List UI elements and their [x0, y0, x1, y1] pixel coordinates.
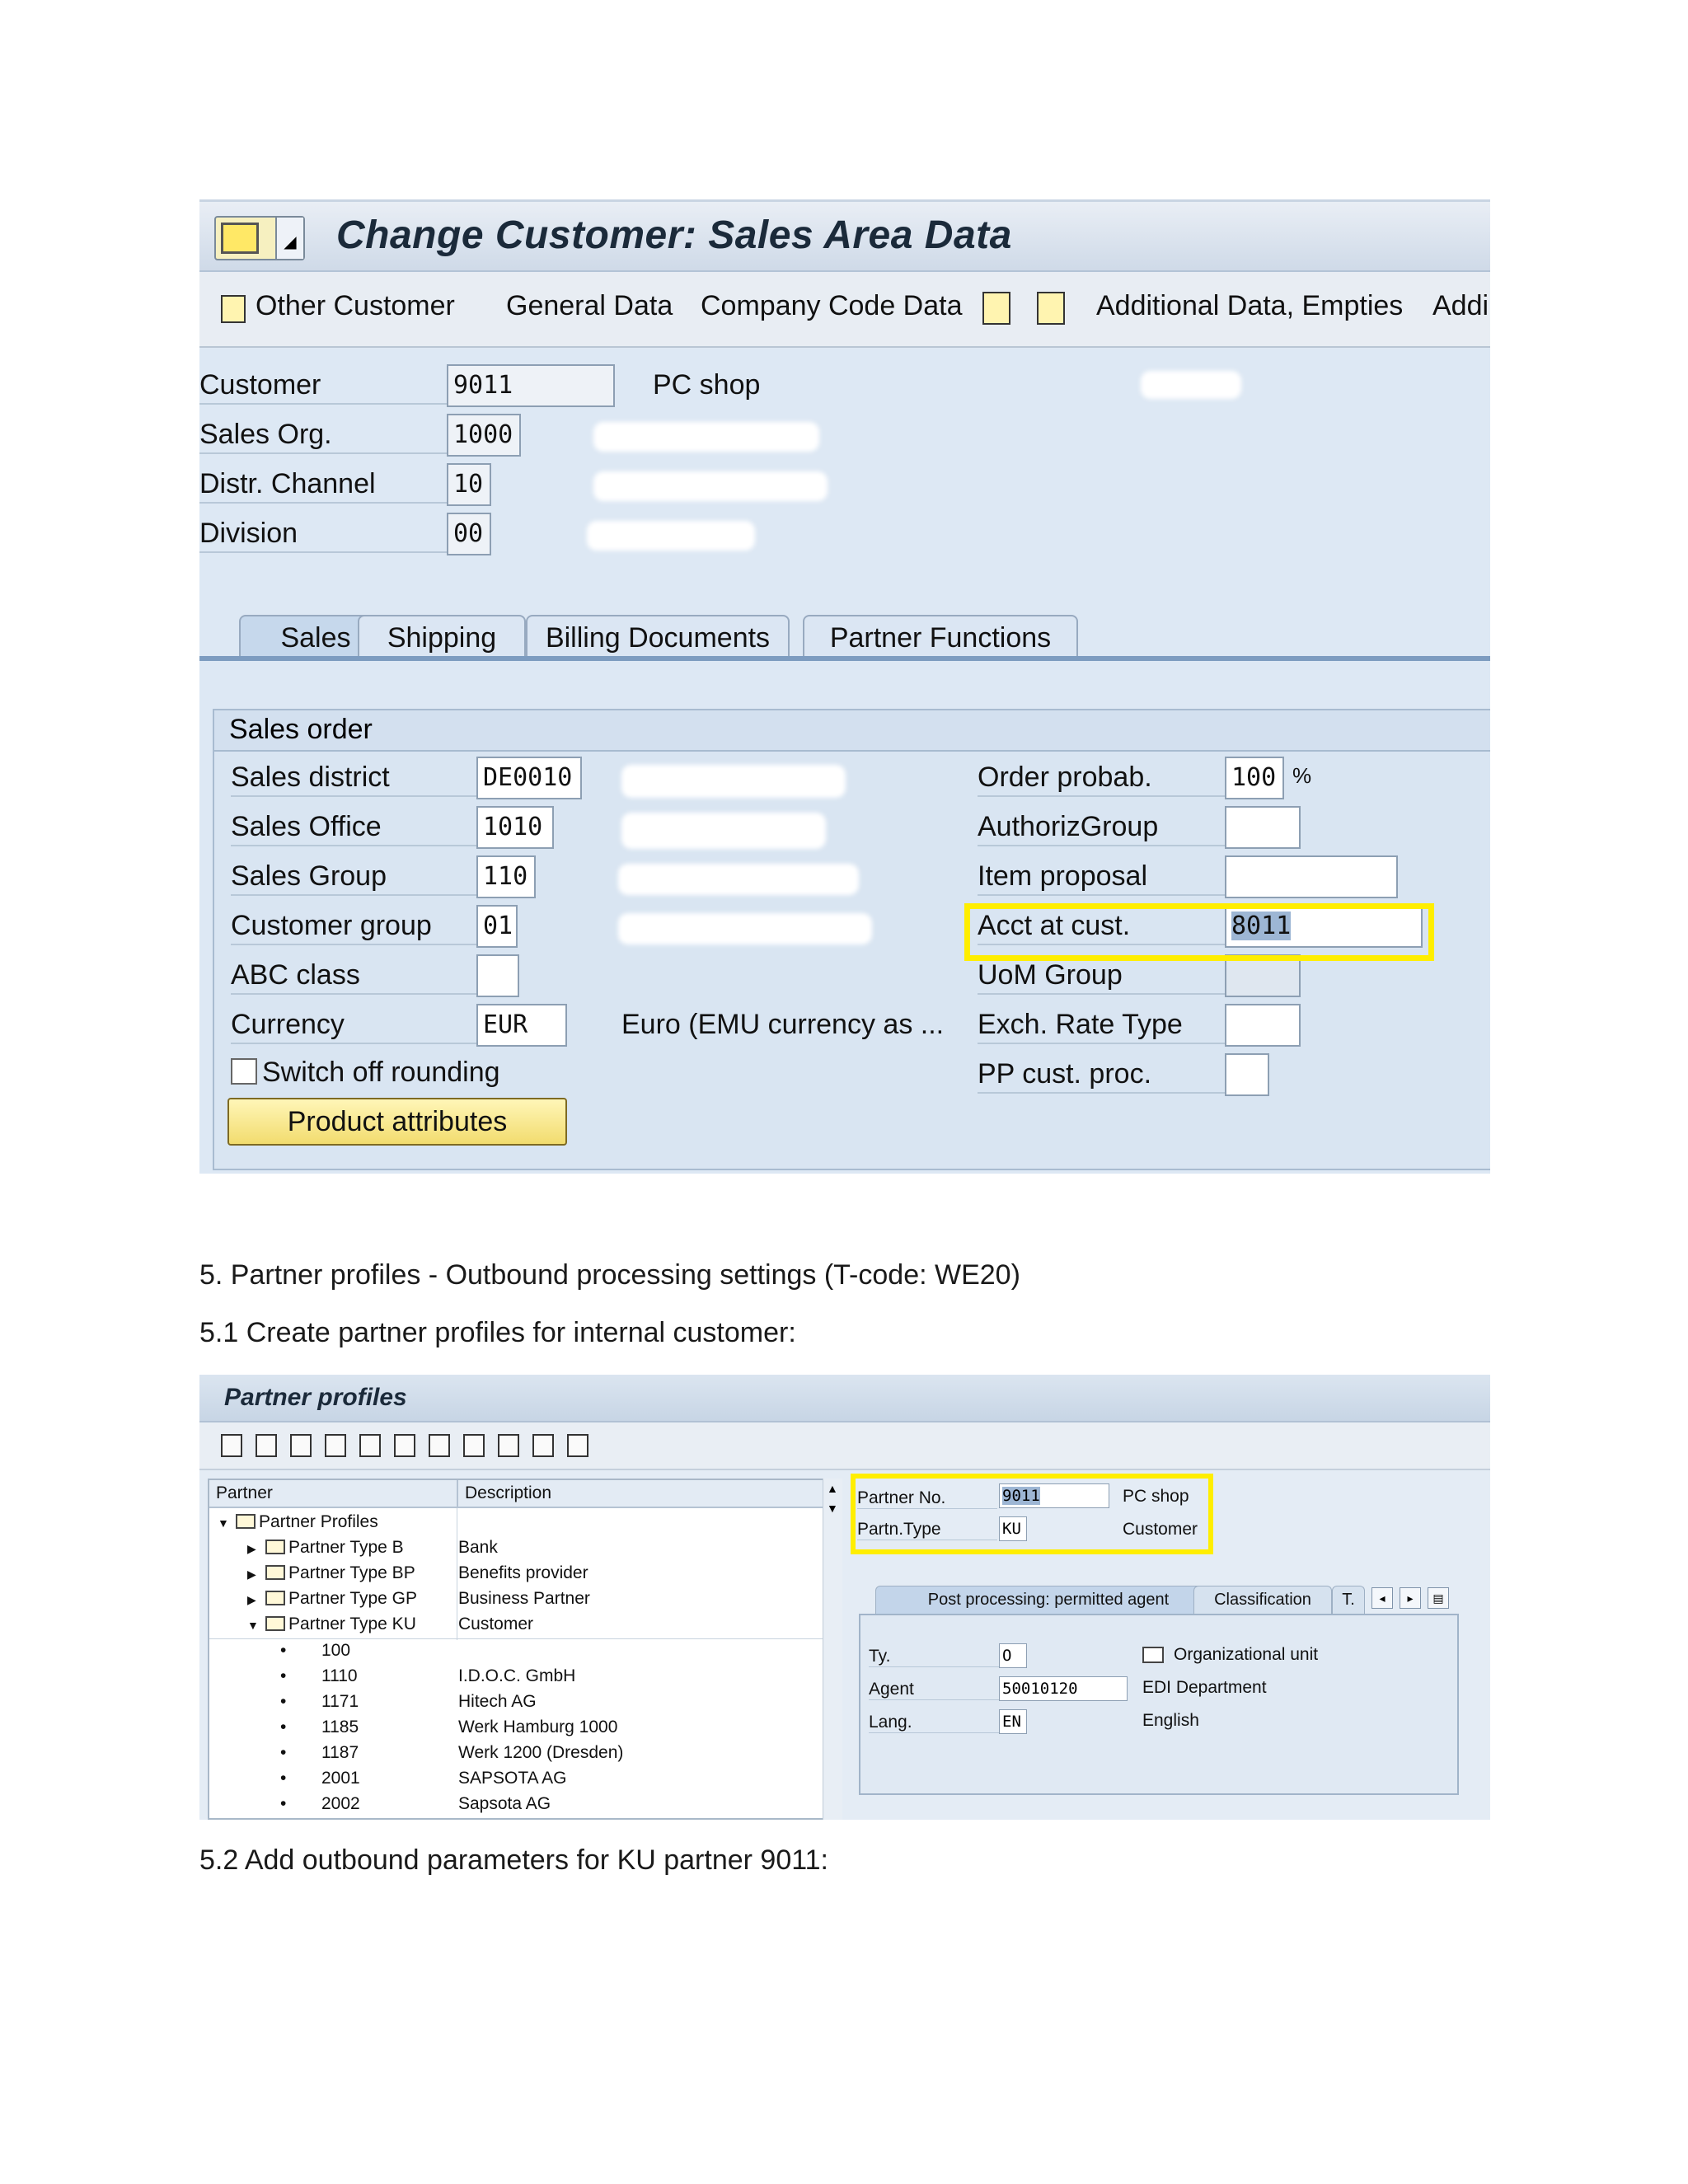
authoriz-group-field[interactable] — [1225, 806, 1301, 849]
partn-type-label: Partn.Type — [857, 1520, 997, 1540]
tab-more[interactable]: T. — [1332, 1586, 1365, 1614]
collapse-icon[interactable]: ▼ — [218, 1516, 229, 1530]
redacted-text — [618, 913, 872, 944]
partn-type-field[interactable]: KU — [999, 1516, 1027, 1541]
pp-cust-proc-label: PP cust. proc. — [978, 1058, 1225, 1094]
distr-channel-field[interactable]: 10 — [447, 463, 491, 506]
tree-node-root[interactable]: ▼ Partner Profiles — [218, 1512, 378, 1531]
division-label: Division — [199, 518, 447, 553]
sales-district-field[interactable]: DE0010 — [476, 757, 582, 799]
heading-5-2: 5.2 Add outbound parameters for KU partner 9011: — [199, 1844, 828, 1876]
tree-node-type-b[interactable]: ▶ Partner Type B Bank — [247, 1538, 498, 1557]
folder-icon — [265, 1591, 285, 1605]
switch-off-rounding-label: Switch off rounding — [262, 1057, 500, 1088]
product-attributes-button[interactable]: Product attributes — [227, 1098, 567, 1146]
exch-rate-type-field[interactable] — [1225, 1004, 1301, 1047]
abc-class-field[interactable] — [476, 954, 519, 997]
tree-leaf[interactable]: • 2002 Sapsota AG — [280, 1794, 551, 1813]
acct-at-cust-value: 8011 — [1231, 912, 1292, 940]
highlight-box — [851, 1474, 1213, 1554]
customer-label: Customer — [199, 369, 447, 405]
uom-group-label: UoM Group — [978, 959, 1225, 995]
agent-description: EDI Department — [1142, 1678, 1267, 1697]
customer-group-field[interactable]: 01 — [476, 905, 518, 948]
item-proposal-field[interactable] — [1225, 855, 1398, 898]
additional-data-empties-button[interactable]: Additional Data, Empties — [1096, 290, 1404, 321]
item-proposal-label: Item proposal — [978, 860, 1225, 896]
tab-scroll-left-icon[interactable]: ◂ — [1372, 1587, 1393, 1609]
ty-description: Organizational unit — [1174, 1645, 1319, 1664]
chevron-down-icon: ◢ — [275, 218, 303, 259]
expand-icon[interactable]: ▶ — [247, 1593, 256, 1606]
agent-field[interactable]: 50010120 — [999, 1676, 1128, 1701]
partner-profiles-screenshot — [199, 1375, 1490, 1820]
tree-leaf[interactable]: • 100 — [280, 1641, 351, 1660]
check-icon[interactable] — [394, 1434, 415, 1457]
sales-org-field[interactable]: 1000 — [447, 414, 521, 457]
column-partner: Partner — [216, 1483, 273, 1502]
authoriz-group-label: AuthorizGroup — [978, 811, 1225, 846]
customer-sales-area-screenshot — [199, 199, 1490, 1174]
group-title: Sales order — [214, 710, 1490, 752]
redacted-text — [618, 864, 859, 895]
tab-partner-functions[interactable]: Partner Functions — [803, 615, 1078, 658]
customer-group-label: Customer group — [231, 910, 478, 945]
exch-rate-type-label: Exch. Rate Type — [978, 1009, 1225, 1044]
currency-field[interactable]: EUR — [476, 1004, 567, 1047]
order-probab-field[interactable]: 100 — [1225, 757, 1284, 799]
sales-group-field[interactable]: 110 — [476, 855, 536, 898]
tree-node-type-bp[interactable]: ▶ Partner Type BP Benefits provider — [247, 1563, 588, 1582]
sales-group-label: Sales Group — [231, 860, 478, 896]
partn-type-description: Customer — [1123, 1520, 1198, 1539]
lang-description: English — [1142, 1711, 1199, 1730]
scroll-down-icon[interactable]: ▼ — [827, 1502, 838, 1515]
tab-classification[interactable]: Classification — [1193, 1586, 1332, 1614]
tab-billing-documents[interactable]: Billing Documents — [526, 615, 790, 658]
redacted-text — [621, 813, 826, 849]
next-document-icon[interactable] — [1037, 292, 1065, 325]
folder-icon — [265, 1540, 285, 1554]
change-icon[interactable] — [256, 1434, 277, 1457]
delete-icon[interactable] — [359, 1434, 381, 1457]
tree-leaf[interactable]: • 1110 I.D.O.C. GmbH — [280, 1666, 576, 1685]
tab-shipping[interactable]: Shipping — [358, 615, 526, 658]
page-title: Partner profiles — [199, 1375, 1490, 1422]
customer-field[interactable]: 9011 — [447, 364, 615, 407]
post-processing-panel — [859, 1614, 1459, 1795]
heading-5-1: 5.1 Create partner profiles for internal customer: — [199, 1317, 796, 1348]
acct-at-cust-label: Acct at cust. — [978, 910, 1225, 945]
application-toolbar — [199, 272, 1490, 348]
customer-name: PC shop — [653, 369, 761, 401]
system-menu-button[interactable] — [214, 216, 305, 260]
redacted-text — [1141, 371, 1241, 399]
heading-5: 5. Partner profiles - Outbound processing settings (T-code: WE20) — [199, 1259, 1020, 1291]
order-probab-label: Order probab. — [978, 762, 1225, 797]
hierarchy-icon[interactable] — [463, 1434, 485, 1457]
tab-underline — [199, 656, 1490, 661]
tree-header — [209, 1480, 836, 1508]
abc-class-label: ABC class — [231, 959, 478, 995]
scroll-up-icon[interactable]: ▲ — [827, 1482, 838, 1495]
create-icon[interactable] — [221, 1434, 242, 1457]
other-customer-button[interactable]: Other Customer — [256, 290, 455, 321]
general-data-button[interactable]: General Data — [506, 290, 673, 321]
currency-label: Currency — [231, 1009, 478, 1044]
expand-icon[interactable] — [532, 1434, 554, 1457]
partner-name: PC shop — [1123, 1487, 1189, 1506]
agent-label: Agent — [869, 1680, 1001, 1700]
application-toolbar — [199, 1422, 1490, 1470]
list-icon[interactable] — [498, 1434, 519, 1457]
folder-icon — [265, 1565, 285, 1580]
tab-scroll-right-icon[interactable]: ▸ — [1400, 1587, 1421, 1609]
other-customer-icon — [221, 295, 246, 323]
tab-post-processing[interactable]: Post processing: permitted agent — [875, 1586, 1221, 1614]
tab-sales[interactable]: Sales — [239, 615, 392, 658]
folder-icon — [236, 1514, 256, 1529]
sales-office-field[interactable]: 1010 — [476, 806, 554, 849]
division-field[interactable]: 00 — [447, 513, 491, 555]
organizational-unit-icon — [1142, 1647, 1164, 1663]
tab-list-icon[interactable]: ▤ — [1428, 1587, 1449, 1609]
sales-office-label: Sales Office — [231, 811, 478, 846]
tree-leaf[interactable]: • 1171 Hitech AG — [280, 1692, 537, 1711]
column-description: Description — [465, 1483, 552, 1502]
tree-node-type-ku[interactable]: ▼ Partner Type KU Customer — [247, 1615, 534, 1633]
tree-leaf[interactable]: • 1185 Werk Hamburg 1000 — [280, 1718, 618, 1736]
tree-leaf[interactable]: • 2001 SAPSOTA AG — [280, 1769, 567, 1788]
collapse-icon[interactable]: ▼ — [247, 1619, 259, 1632]
partner-no-label: Partner No. — [857, 1488, 997, 1509]
ty-label: Ty. — [869, 1647, 1001, 1667]
redacted-text — [593, 471, 828, 501]
title-bar — [199, 199, 1490, 272]
switch-off-rounding-checkbox[interactable] — [231, 1058, 257, 1085]
tree-leaf[interactable]: • 1187 Werk 1200 (Dresden) — [280, 1743, 624, 1762]
redacted-text — [621, 765, 846, 798]
percent-unit: % — [1292, 763, 1312, 788]
expand-icon[interactable]: ▶ — [247, 1568, 256, 1581]
settings-icon[interactable] — [567, 1434, 588, 1457]
tab-strip — [199, 612, 1490, 661]
currency-description: Euro (EMU currency as ... — [621, 1009, 945, 1040]
pp-cust-proc-field[interactable] — [1225, 1053, 1269, 1096]
expand-icon[interactable]: ▶ — [247, 1542, 256, 1555]
folder-icon — [265, 1616, 285, 1631]
page-title: Change Customer: Sales Area Data — [336, 213, 1012, 257]
redacted-text — [587, 521, 755, 551]
highlight-box — [964, 903, 1434, 961]
copy-icon[interactable] — [325, 1434, 346, 1457]
lang-label: Lang. — [869, 1713, 1001, 1733]
distr-channel-label: Distr. Channel — [199, 468, 447, 504]
partner-no-value: 9011 — [1002, 1487, 1040, 1505]
tree-scrollbar[interactable] — [823, 1479, 842, 1820]
ty-field[interactable]: O — [999, 1643, 1027, 1668]
tree-node-type-gp[interactable]: ▶ Partner Type GP Business Partner — [247, 1589, 590, 1608]
display-icon[interactable] — [290, 1434, 312, 1457]
redacted-text — [593, 422, 819, 452]
company-code-data-button[interactable]: Company Code Data — [701, 290, 963, 321]
partner-tree — [208, 1479, 837, 1820]
system-menu-icon — [221, 223, 259, 254]
previous-document-icon[interactable] — [982, 292, 1010, 325]
sales-district-label: Sales district — [231, 762, 478, 797]
additional-data-button[interactable]: Addi — [1432, 290, 1489, 321]
sales-org-label: Sales Org. — [199, 419, 447, 454]
print-icon[interactable] — [429, 1434, 450, 1457]
lang-field[interactable]: EN — [999, 1709, 1027, 1734]
